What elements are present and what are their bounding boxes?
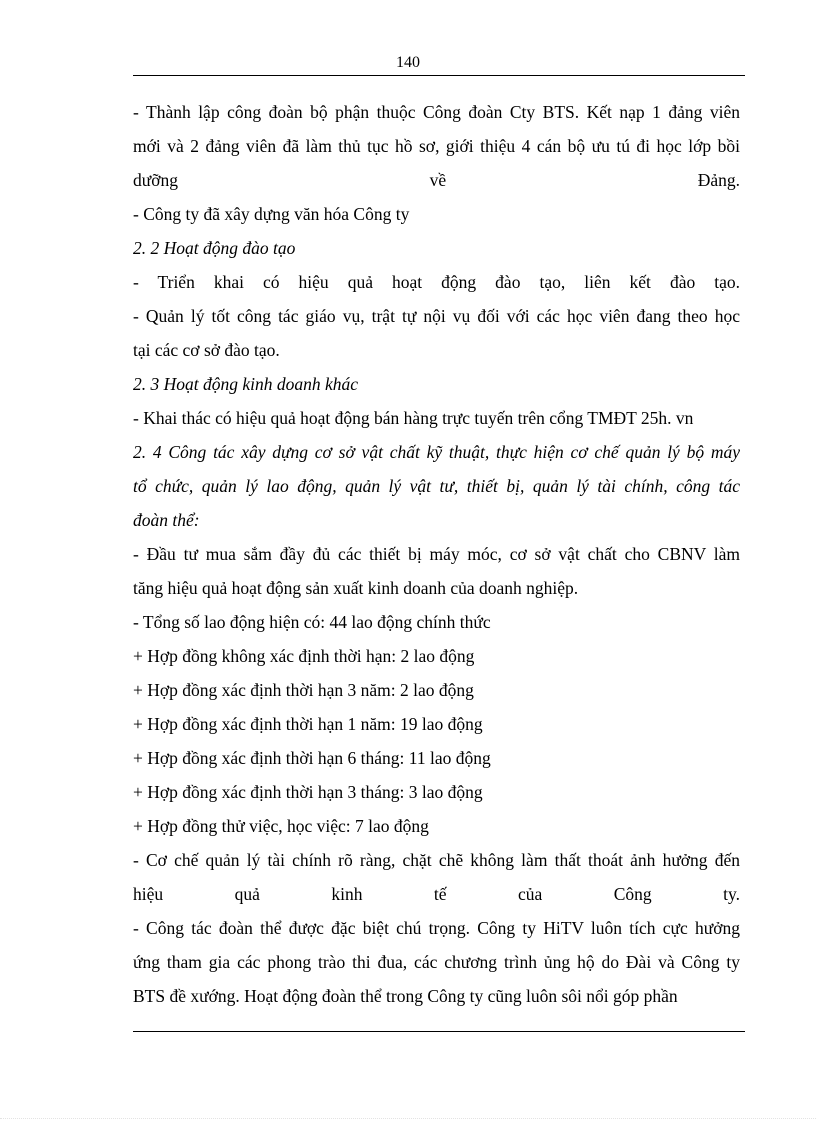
- text-line: - Thành lập công đoàn bộ phận thuộc Công đoàn Cty BTS. Kết nạp 1 đảng viên: [133, 102, 740, 122]
- text-line: 2. 3 Hoạt động kinh doanh khác: [133, 374, 359, 394]
- text-line: 2. 2 Hoạt động đào tạo: [133, 238, 296, 258]
- text-line: - Đầu tư mua sắm đầy đủ các thiết bị máy móc, cơ sở vật chất cho CBNV làm: [133, 544, 740, 564]
- text-line: hiệu quả kinh tế của Công ty.: [133, 884, 740, 904]
- page-edge-divider: [0, 1118, 816, 1119]
- text-line: 2. 4 Công tác xây dựng cơ sở vật chất kỹ thuật, thực hiện cơ chế quản lý bộ máy: [133, 442, 740, 462]
- text-line: + Hợp đồng xác định thời hạn 1 năm: 19 lao động: [133, 714, 483, 734]
- text-line: ứng tham gia các phong trào thi đua, các chương trình ủng hộ do Đài và Công ty: [133, 952, 740, 972]
- text-line: đoàn thể:: [133, 510, 200, 530]
- text-line: - Quản lý tốt công tác giáo vụ, trật tự nội vụ đối với các học viên đang theo học: [133, 306, 740, 326]
- text-line: tăng hiệu quả hoạt động sản xuất kinh doanh của doanh nghiệp.: [133, 578, 579, 598]
- text-line: - Cơ chế quản lý tài chính rõ ràng, chặt chẽ không làm thất thoát ảnh hưởng đến: [133, 850, 740, 870]
- text-line: tổ chức, quản lý lao động, quản lý vật tư, thiết bị, quản lý tài chính, công tác: [133, 476, 740, 496]
- text-line: - Khai thác có hiệu quả hoạt động bán hàng trực tuyến trên cổng TMĐT 25h. vn: [133, 408, 694, 428]
- text-line: BTS đề xướng. Hoạt động đoàn thể trong Công ty cũng luôn sôi nổi góp phần: [133, 986, 678, 1006]
- footer-rule: [133, 1031, 745, 1032]
- text-line: + Hợp đồng xác định thời hạn 3 năm: 2 lao động: [133, 680, 474, 700]
- text-line: tại các cơ sở đào tạo.: [133, 340, 280, 360]
- text-line: + Hợp đồng xác định thời hạn 3 tháng: 3 lao động: [133, 782, 483, 802]
- text-line: - Tổng số lao động hiện có: 44 lao động chính thức: [133, 612, 491, 632]
- text-line: + Hợp đồng không xác định thời hạn: 2 lao động: [133, 646, 475, 666]
- header-rule: [133, 75, 745, 76]
- document-body: [133, 95, 740, 1013]
- text-line: + Hợp đồng xác định thời hạn 6 tháng: 11 lao động: [133, 748, 491, 768]
- text-line: - Công ty đã xây dựng văn hóa Công ty: [133, 204, 410, 224]
- text-line: mới và 2 đảng viên đã làm thủ tục hồ sơ, giới thiệu 4 cán bộ ưu tú đi học lớp bồi: [133, 136, 740, 156]
- text-line: - Công tác đoàn thể được đặc biệt chú trọng. Công ty HiTV luôn tích cực hưởng: [133, 918, 740, 938]
- text-line: - Triển khai có hiệu quả hoạt động đào tạo, liên kết đào tạo.: [133, 272, 740, 292]
- text-line: dưỡng về Đảng.: [133, 170, 740, 190]
- page-number: 140: [396, 54, 420, 71]
- text-line: + Hợp đồng thử việc, học việc: 7 lao động: [133, 816, 429, 836]
